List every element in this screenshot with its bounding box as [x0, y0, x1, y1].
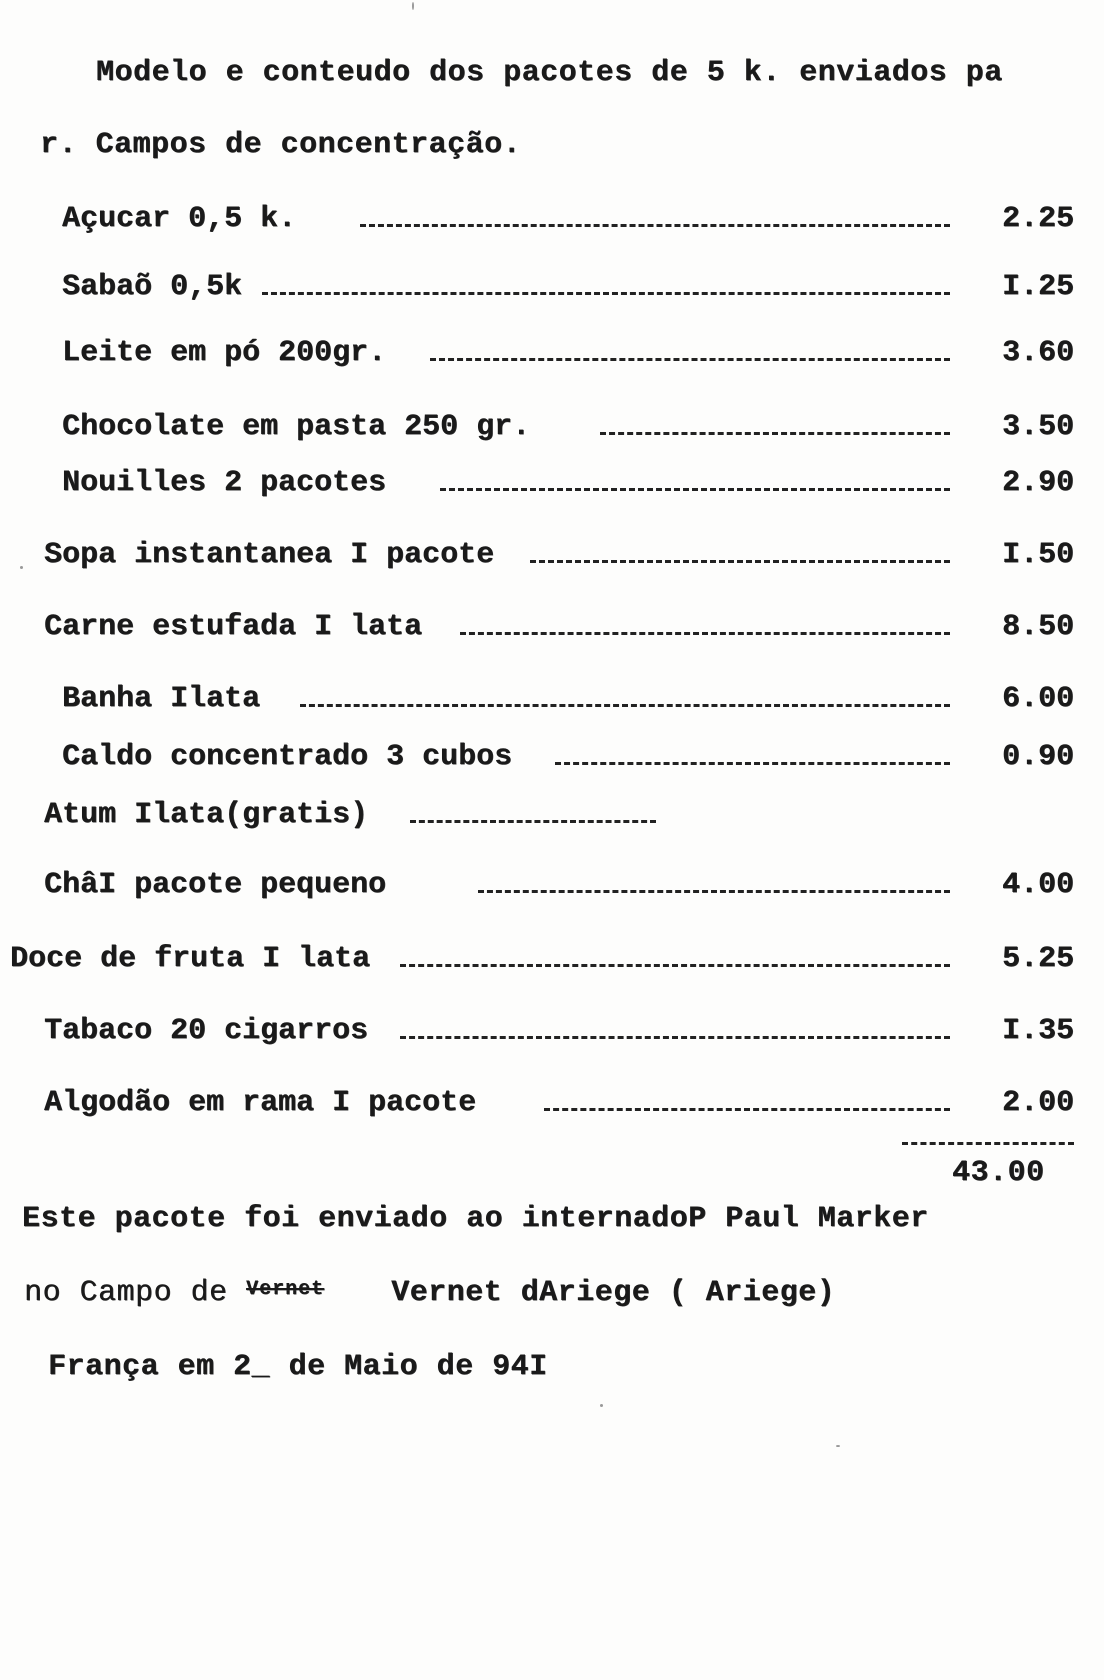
item-label: Banha Ilata [62, 682, 268, 716]
list-item [0, 942, 1104, 986]
footer-prefix: no Campo de [24, 1276, 228, 1310]
item-label: Atum Ilata(gratis) [44, 798, 376, 832]
header-line-1: Modelo e conteudo dos pacotes de 5 k. enviados pa [96, 56, 1003, 90]
leader-dashes [430, 358, 950, 361]
total-amount: 43.00 [952, 1156, 1045, 1190]
leader-dashes [262, 292, 950, 295]
list-item [0, 410, 1104, 454]
footer-line-1: Este pacote foi enviado ao internadoP Paul Marker [22, 1202, 929, 1236]
list-item [0, 466, 1104, 510]
item-label: Leite em pó 200gr. [62, 336, 394, 370]
leader-dashes [544, 1108, 950, 1111]
footer-place: Vernet dAriege ( Ariege) [391, 1276, 836, 1310]
item-price: I.35 [1001, 1014, 1074, 1048]
list-item [0, 270, 1104, 314]
item-label: Chocolate em pasta 250 gr. [62, 410, 538, 444]
item-label: Açucar 0,5 k. [62, 202, 304, 236]
item-price: 4.00 [1001, 868, 1074, 902]
item-price: 2.00 [1001, 1086, 1074, 1120]
leader-dashes [400, 1036, 950, 1039]
leader-dashes [478, 890, 950, 893]
item-price: 8.50 [1001, 610, 1074, 644]
item-price: I.25 [1001, 270, 1074, 304]
item-label: Doce de fruta I lata [10, 942, 378, 976]
list-item [0, 610, 1104, 654]
header-line-2: r. Campos de concentração. [40, 128, 522, 162]
item-price: 5.25 [1001, 942, 1074, 976]
leader-dashes [600, 432, 950, 435]
item-price: 2.25 [1001, 202, 1074, 236]
paper-speck [412, 2, 414, 10]
leader-dashes [460, 632, 950, 635]
footer-line-3: França em 2_ de Maio de 94I [48, 1350, 548, 1384]
item-label: Carne estufada I lata [44, 610, 430, 644]
list-item [0, 336, 1104, 380]
struck-text: Vernet [246, 1278, 325, 1301]
paper-speck [836, 1445, 840, 1447]
list-item [0, 1086, 1104, 1130]
item-label: Algodão em rama I pacote [44, 1086, 484, 1120]
item-price: 3.50 [1001, 410, 1074, 444]
list-item [0, 868, 1104, 912]
item-label: ChâI pacote pequeno [44, 868, 394, 902]
paper-speck [20, 566, 23, 569]
item-price: I.50 [1001, 538, 1074, 572]
item-price: 2.90 [1001, 466, 1074, 500]
leader-dashes [440, 488, 950, 491]
list-item [0, 202, 1104, 246]
list-item [0, 1014, 1104, 1058]
item-label: Caldo concentrado 3 cubos [62, 740, 520, 774]
item-price: 3.60 [1001, 336, 1074, 370]
leader-dashes [410, 820, 656, 823]
item-label: Nouilles 2 pacotes [62, 466, 394, 500]
list-item [0, 538, 1104, 582]
paper-speck [600, 1404, 603, 1407]
item-price: 6.00 [1001, 682, 1074, 716]
leader-dashes [555, 762, 950, 765]
leader-dashes [300, 704, 950, 707]
leader-dashes [400, 964, 950, 967]
item-label: Tabaco 20 cigarros [44, 1014, 376, 1048]
leader-dashes [530, 560, 950, 563]
list-item [0, 682, 1104, 726]
footer-line-2 [24, 1276, 835, 1310]
item-label: Sabaõ 0,5k [62, 270, 250, 304]
total-rule [902, 1142, 1074, 1145]
leader-dashes [360, 224, 950, 227]
list-item [0, 740, 1104, 784]
list-item [0, 798, 1104, 842]
item-price: 0.90 [1001, 740, 1074, 774]
item-label: Sopa instantanea I pacote [44, 538, 502, 572]
